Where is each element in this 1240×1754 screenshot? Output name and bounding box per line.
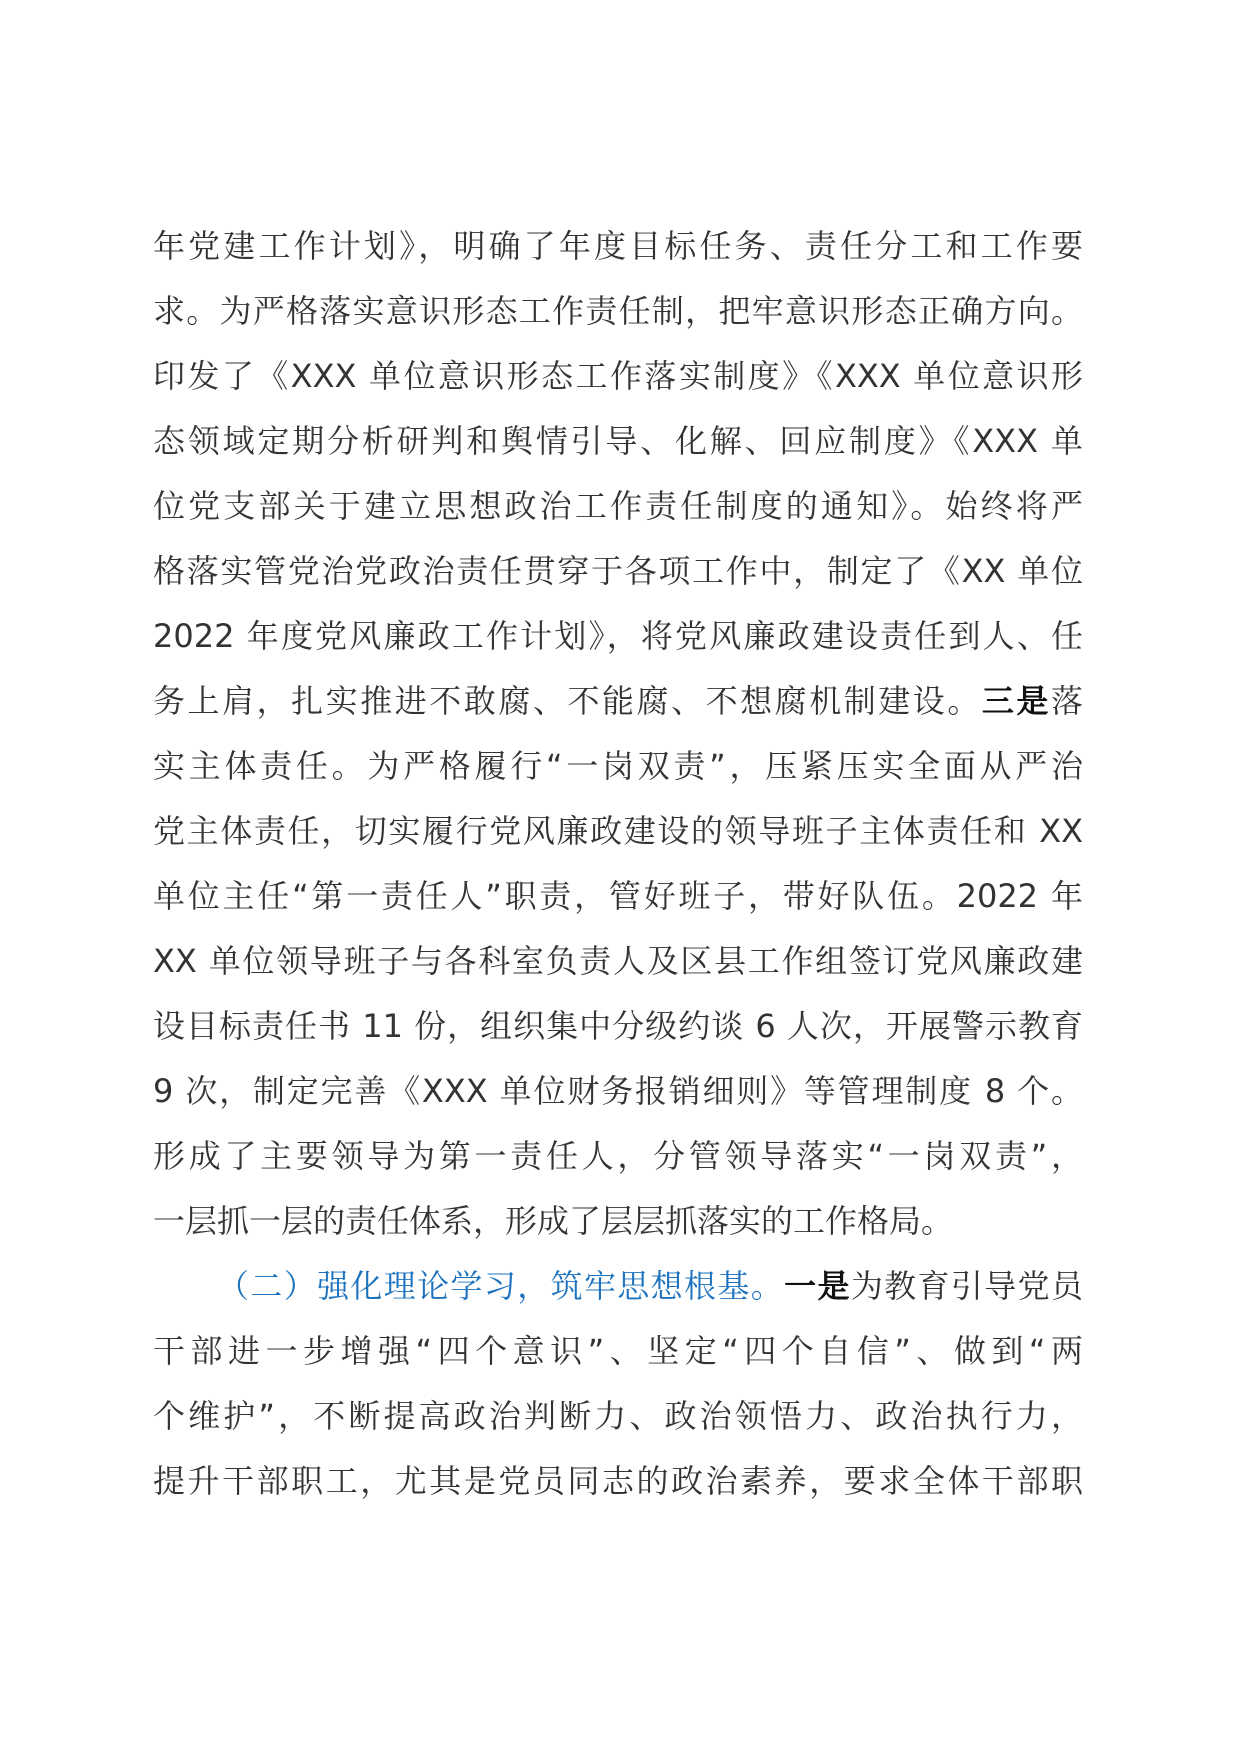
text-line	[153, 669, 1083, 734]
body-text	[153, 214, 1083, 1514]
text-line	[153, 1254, 1083, 1319]
text-line: 提升干部职工，尤其是党员同志的政治素养，要求全体干部职	[153, 1462, 1083, 1500]
text-line: 年党建工作计划》，明确了年度目标任务、责任分工和工作要	[153, 227, 1083, 265]
paragraph-responsibility	[153, 214, 1083, 1254]
text-line: 形成了主要领导为第一责任人，分管领导落实“一岗双责”，	[153, 1137, 1083, 1175]
text-line: 干部进一步增强“四个意识”、坚定“四个自信”、做到“两	[153, 1332, 1083, 1370]
text-run: 务上肩，扎实推进不敢腐、不能腐、不想腐机制建设。	[153, 682, 982, 720]
text-line: 求。为严格落实意识形态工作责任制，把牢意识形态正确方向。	[153, 292, 1083, 330]
text-line: 党主体责任，切实履行党风廉政建设的领导班子主体责任和 XX	[153, 812, 1083, 850]
text-line: 实主体责任。为严格履行“一岗双责”，压紧压实全面从严治	[153, 747, 1083, 785]
text-line: 格落实管党治党政治责任贯穿于各项工作中，制定了《XX 单位	[153, 552, 1083, 590]
text-line: 2022 年度党风廉政工作计划》，将党风廉政建设责任到人、任	[153, 617, 1083, 655]
point-marker: 三是	[981, 682, 1051, 720]
section-heading: （二）强化理论学习，筑牢思想根基。	[217, 1267, 785, 1305]
text-line: 单位主任“第一责任人”职责，管好班子，带好队伍。2022 年	[153, 877, 1083, 915]
text-line: 个维护”，不断提高政治判断力、政治领悟力、政治执行力，	[153, 1397, 1083, 1435]
text-line: 位党支部关于建立思想政治工作责任制度的通知》。始终将严	[153, 487, 1083, 525]
point-marker: 一是	[784, 1267, 851, 1305]
text-run: 为教育引导党员	[850, 1267, 1083, 1305]
text-line: 态领域定期分析研判和舆情引导、化解、回应制度》《XXX 单	[153, 422, 1083, 460]
text-line: 一层抓一层的责任体系，形成了层层抓落实的工作格局。	[153, 1202, 954, 1240]
text-line: 设目标责任书 11 份，组织集中分级约谈 6 人次，开展警示教育	[153, 1007, 1083, 1045]
text-run: 落	[1050, 682, 1083, 720]
paragraph-theory-study	[153, 1254, 1083, 1514]
text-line: 9 次，制定完善《XXX 单位财务报销细则》等管理制度 8 个。	[153, 1072, 1083, 1110]
text-line: XX 单位领导班子与各科室负责人及区县工作组签订党风廉政建	[153, 942, 1083, 980]
text-line: 印发了《XXX 单位意识形态工作落实制度》《XXX 单位意识形	[153, 357, 1083, 395]
